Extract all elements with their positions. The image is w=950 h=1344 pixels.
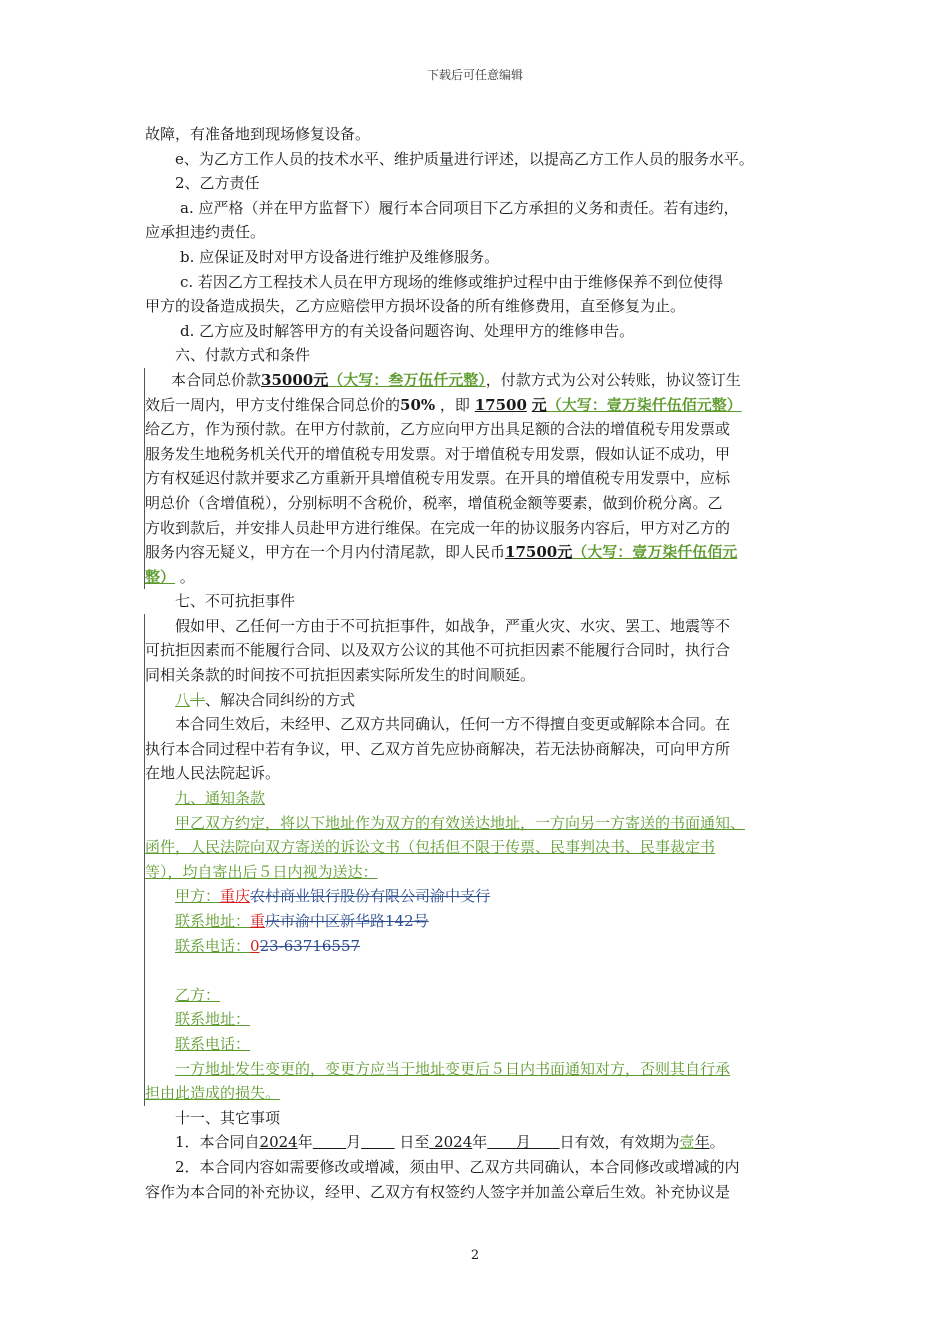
text-line: 故障，有准备地到现场修复设备。 bbox=[145, 125, 371, 143]
party-a-line: 甲方：重庆农村商业银行股份有限公司渝中支行 bbox=[175, 887, 491, 906]
text-line: 函件，人民法院向双方寄送的诉讼文书（包括但不限于传票、民事判决书、民事裁定书 bbox=[145, 838, 716, 857]
text-line: b. 应保证及时对甲方设备进行维护及维修服务。 bbox=[180, 247, 500, 266]
text-line: 可抗拒因素而不能履行合同、以及双方公议的其他不可抗拒因素不能履行合同时，执行合 bbox=[145, 641, 731, 660]
text-line: d. 乙方应及时解答甲方的有关设备问题咨询、处理甲方的维修申告。 bbox=[180, 321, 635, 340]
phone-line: 联系电话：023-63716557 bbox=[175, 936, 361, 955]
text-line: 容作为本合同的补充协议，经甲、乙双方有权签约人签字并加盖公章后生效。补充协议是 bbox=[145, 1182, 731, 1201]
section-title: 十一、其它事项 bbox=[175, 1108, 281, 1127]
payment-line: 效后一周内，甲方支付维保合同总价的50% ，即 17500 元（大写：壹万柒仟伍佰元整） bbox=[145, 395, 742, 414]
text-line: 同相关条款的时间按不可抗拒因素实际所发生的时间顺延。 bbox=[145, 666, 536, 685]
payment-line: 方收到款后，并安排人员赴甲方进行维保。在完成一年的协议服务内容后，甲方对乙方的 bbox=[145, 518, 731, 537]
payment-line: 给乙方，作为预付款。在甲方付款前，乙方应向甲方出具足额的合法的增值税专用发票或 bbox=[145, 420, 731, 439]
notice-section bbox=[144, 786, 811, 1106]
text-line: 一方地址发生变更的，变更方应当于地址变更后５日内书面通知对方，否则其自行承 bbox=[175, 1059, 731, 1078]
section-title: 六、付款方式和条件 bbox=[175, 346, 311, 365]
text-line: c. 若因乙方工程技术人员在甲方现场的维修或维护过程中由于维修保养不到位使得 bbox=[180, 272, 723, 291]
text-line: 甲乙双方约定，将以下地址作为双方的有效送达地址，一方向另一方寄送的书面通知、 bbox=[175, 813, 746, 832]
force-majeure-section bbox=[144, 614, 811, 688]
text-line: 在地人民法院起诉。 bbox=[145, 764, 281, 783]
text-line: 甲方的设备造成损失，乙方应赔偿甲方损坏设备的所有维修费用，直至修复为止。 bbox=[145, 297, 686, 316]
text-line: 假如甲、乙任何一方由于不可抗拒事件，如战争，严重火灾、水灾、罢工、地震等不 bbox=[175, 616, 731, 635]
text-line: 担由此造成的损失。 bbox=[145, 1084, 281, 1103]
payment-line: 服务发生地税务机关代开的增值税专用发票。对于增值税专用发票，假如认证不成功，甲 bbox=[145, 444, 731, 463]
disputes-section bbox=[144, 712, 811, 786]
section-title: 九、通知条款 bbox=[175, 789, 266, 808]
payment-section bbox=[144, 368, 811, 589]
text-line: e、为乙方工作人员的技术水平、维护质量进行评述，以提高乙方工作人员的服务水平。 bbox=[175, 149, 754, 168]
address-line: 联系地址： bbox=[175, 1010, 251, 1029]
phone-line: 联系电话： bbox=[175, 1034, 251, 1053]
text-line: 本合同生效后，未经甲、乙双方共同确认，任何一方不得擅自变更或解除本合同。在 bbox=[175, 715, 731, 734]
payment-line: 明总价（含增值税），分别标明不含税价，税率，增值税金额等要素，做到价税分离。乙 bbox=[145, 493, 723, 512]
text-line: 2、乙方责任 bbox=[175, 174, 260, 193]
section-title: 七、不可抗拒事件 bbox=[175, 592, 296, 611]
text-line: a. 应严格（并在甲方监督下）履行本合同项目下乙方承担的义务和责任。若有违约， bbox=[180, 198, 739, 217]
payment-line: 本合同总价款35000元（大写：叁万伍仟元整），付款方式为公对公转账，协议签订生 bbox=[171, 370, 741, 389]
page-header: 下载后可任意编辑 bbox=[426, 68, 523, 82]
payment-line: 服务内容无疑义，甲方在一个月内付清尾款，即人民币17500元（大写：壹万柒仟伍佰元 bbox=[145, 543, 738, 562]
text-line: 应承担违约责任。 bbox=[145, 223, 266, 242]
section-title: 八十、解决合同纠纷的方式 bbox=[144, 688, 811, 713]
text-line: 2．本合同内容如需要修改或增减，须由甲、乙双方共同确认，本合同修改或增减的内 bbox=[175, 1157, 740, 1176]
address-line: 联系地址：重庆市渝中区新华路142号 bbox=[175, 912, 429, 930]
text-line: 执行本合同过程中若有争议，甲、乙双方首先应协商解决，若无法协商解决，可向甲方所 bbox=[145, 739, 731, 758]
validity-line: 1．本合同自2024年 月 日至 2024年 月 日有效，有效期为壹年。 bbox=[175, 1133, 725, 1152]
blank-line bbox=[145, 958, 811, 983]
page-number: 2 bbox=[470, 1248, 480, 1263]
document-body bbox=[145, 122, 811, 1204]
payment-line: 整） 。 bbox=[145, 567, 195, 586]
text-line: 等），均自寄出后５日内视为送达： bbox=[145, 862, 378, 881]
party-b-line: 乙方： bbox=[175, 985, 221, 1004]
payment-line: 方有权延迟付款并要求乙方重新开具增值税专用发票。在开具的增值税专用发票中，应标 bbox=[145, 469, 731, 488]
